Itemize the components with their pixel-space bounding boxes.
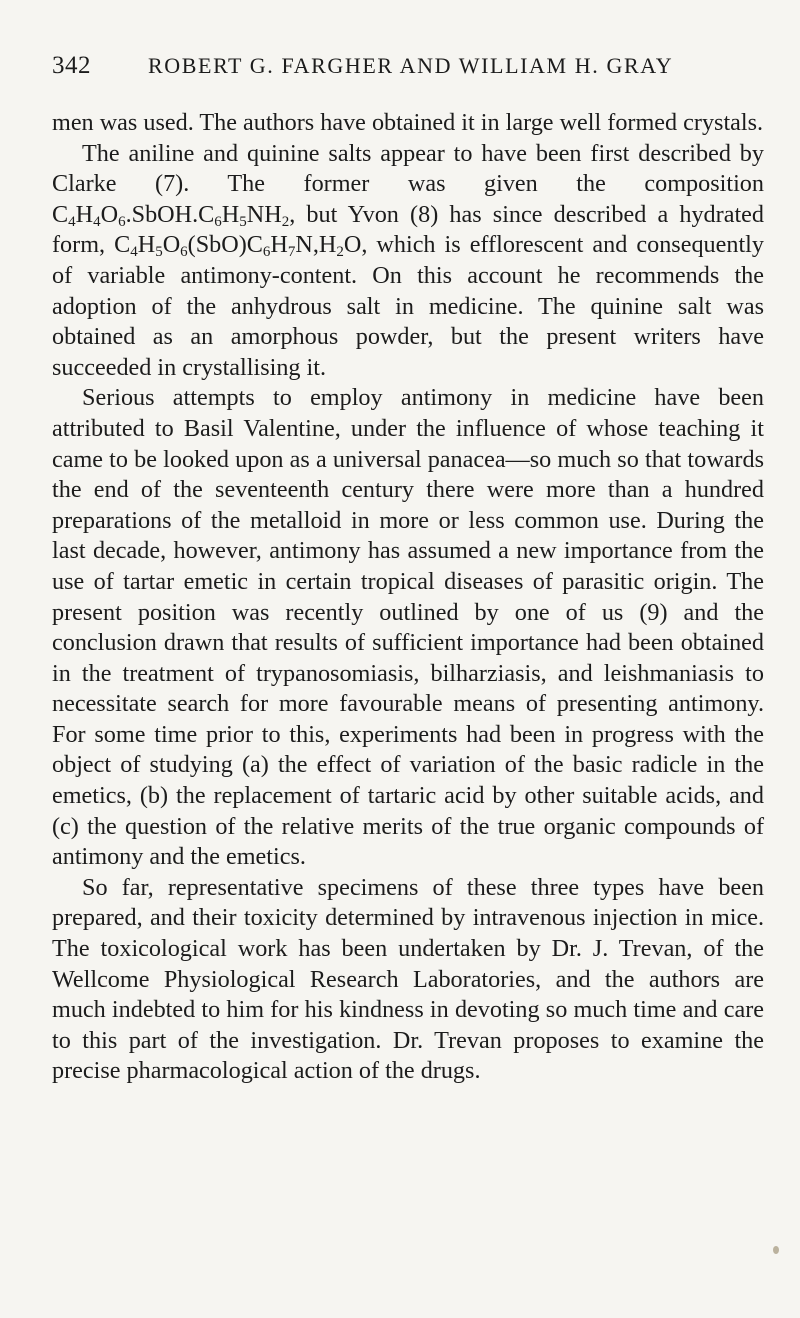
paragraph-antimony-history: Serious attempts to employ antimony in medicine have been attributed to Basil Valentine, under the influence of whose teaching it came to be looked upon as a universal panacea—so much so that towards the end of the seventeenth century there were more than a hundred preparations of the metalloid in more or less common use. During the last decade, however, antimony has assumed a new importance from the use of tartar emetic in certain tropical diseases of parasitic origin. The present position was recently outlined by one of us (9) and the conclusion drawn that results of sufficient importance had been obtained in the treatment of trypanosomiasis, bilharziasis, and leishmaniasis to necessitate search for more favourable means of presenting antimony. For some time prior to this, experiments had been in progress with the object of studying (a) the effect of variation of the basic radicle in the emetics, (b) the replacement of tartaric acid by other suitable acids, and (c) the question of the relative merits of the true organic compounds of antimony and the emetics. (52, 384, 764, 871)
subscript: 4 (93, 213, 101, 230)
text-run: NH (246, 200, 282, 228)
text-run: (SbO)C (187, 231, 263, 259)
subscript: 6 (262, 244, 271, 261)
running-head (52, 52, 762, 82)
subscript: 5 (239, 213, 247, 230)
subscript: 5 (155, 244, 163, 261)
text-run: O (162, 231, 181, 259)
paper-speck (773, 1246, 779, 1254)
subscript: 4 (68, 213, 76, 230)
text-run: H (75, 200, 94, 228)
subscript: 2 (281, 213, 290, 230)
running-head-authors: ROBERT G. FARGHER AND WILLIAM H. GRAY (148, 53, 674, 78)
text-run: N,H (295, 231, 337, 259)
text-run: H (221, 200, 240, 228)
page-number: 342 (52, 52, 91, 79)
subscript: 2 (336, 244, 344, 261)
subscript: 6 (214, 213, 222, 230)
subscript: 7 (287, 244, 296, 261)
text-run: O, which is efflorescent and consequently of variable antimony-content. On this account he recommends the adoption of the anhydrous salt in medicine. The quinine salt was obtained as an amorphous powder, but the present writers have succeeded in crystallising it. (52, 231, 764, 381)
text-run: O (100, 200, 119, 228)
text-run: .SbOH.C (125, 200, 215, 228)
subscript: 4 (130, 244, 138, 261)
paragraph-toxicity: So far, representative specimens of these three types have been prepared, and their toxicity determined by intravenous injection in mice. The toxicological work has been undertaken by Dr. J. Trevan, of the Wellcome Physiological Research Laboratories, and the authors are much indebted to him for his kindness in devoting so much time and care to this part of the investigation. Dr. Trevan proposes to examine the precise pharmacological action of the drugs. (52, 873, 764, 1085)
subscript: 6 (180, 244, 188, 261)
paragraph-aniline-quinine-salts (52, 139, 764, 384)
text-run: , but Yvon (8) has since described a hydrated form, C (52, 200, 764, 259)
text-run: H (270, 231, 288, 259)
article-body (52, 108, 764, 1087)
subscript: 6 (118, 213, 126, 230)
text-run: H (137, 231, 156, 259)
paragraph-crystals: men was used. The authors have obtained it in large well formed crystals. (52, 109, 764, 136)
text-run: The aniline and quinine salts appear to have been first described by Clarke (7). The former was given the composition C (52, 139, 764, 228)
